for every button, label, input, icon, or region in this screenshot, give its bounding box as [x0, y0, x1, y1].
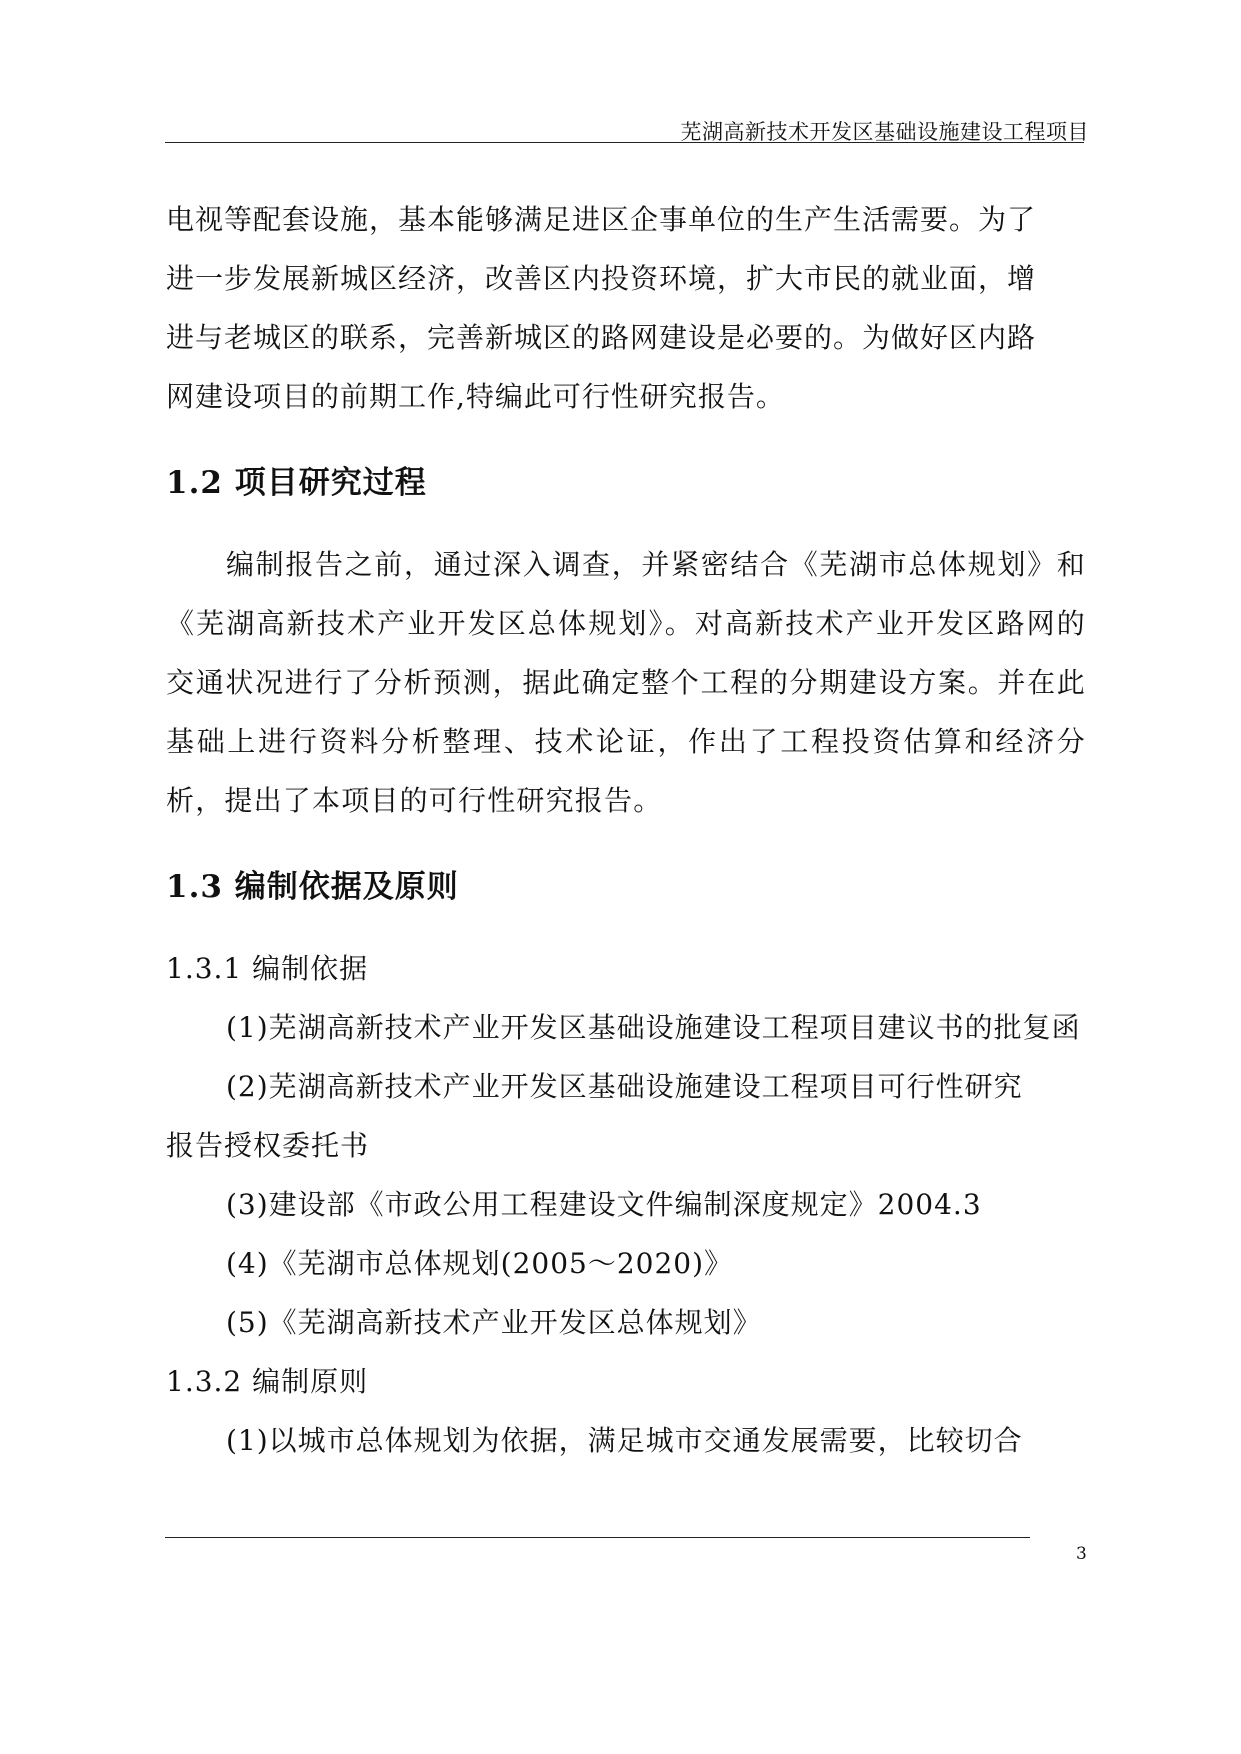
basis-item-1: (1)芜湖高新技术产业开发区基础设施建设工程项目建议书的批复函 [226, 1011, 1081, 1044]
paragraph-line: 电视等配套设施，基本能够满足进区企事单位的生产生活需要。为了 [166, 203, 1037, 236]
subsection-heading-1-3-1: 1.3.1 编制依据 [166, 952, 369, 985]
basis-item-5: (5)《芜湖高新技术产业开发区总体规划》 [226, 1306, 762, 1339]
page-number: 3 [1076, 1544, 1087, 1564]
paragraph-line: 进与老城区的联系，完善新城区的路网建设是必要的。为做好区内路 [166, 321, 1037, 354]
section-heading-1-3: 1.3 编制依据及原则 [166, 869, 459, 905]
subsection-heading-1-3-2: 1.3.2 编制原则 [166, 1365, 369, 1398]
running-header: 芜湖高新技术开发区基础设施建设工程项目 [680, 120, 1089, 144]
principle-item-1: (1)以城市总体规划为依据，满足城市交通发展需要，比较切合 [226, 1424, 1023, 1457]
basis-item-2-continued: 报告授权委托书 [166, 1129, 370, 1162]
basis-item-4: (4)《芜湖市总体规划(2005～2020)》 [226, 1247, 734, 1280]
paragraph-line: 进一步发展新城区经济，改善区内投资环境，扩大市民的就业面，增 [166, 262, 1037, 295]
footer-rule [165, 1537, 1030, 1538]
basis-item-2: (2)芜湖高新技术产业开发区基础设施建设工程项目可行性研究 [226, 1070, 1023, 1103]
basis-item-3: (3)建设部《市政公用工程建设文件编制深度规定》2004.3 [226, 1188, 982, 1221]
section-heading-1-2: 1.2 项目研究过程 [166, 465, 427, 501]
paragraph-research-process: 编制报告之前，通过深入调查，并紧密结合《芜湖市总体规划》和《芜湖高新技术产业开发区总体规划》。对高新技术产业开发区路网的交通状况进行了分析预测，据此确定整个工程的分期建设方案。并在此基础上进行资料分析整理、技术论证，作出了工程投资估算和经济分析，提出了本项目的可行性研究报告。 [166, 548, 1086, 817]
header-rule [165, 142, 1084, 143]
paragraph-line: 网建设项目的前期工作,特编此可行性研究报告。 [166, 380, 785, 413]
page-body [166, 190, 1086, 1470]
